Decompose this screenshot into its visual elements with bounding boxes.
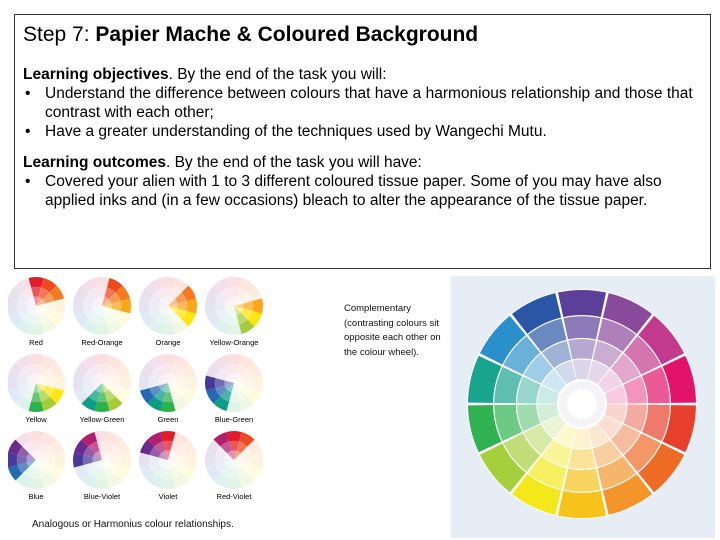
wheel-segment xyxy=(54,298,65,313)
wheel-segment xyxy=(160,277,175,288)
wheel-segment xyxy=(226,431,241,442)
wheel-segment xyxy=(94,401,109,412)
analogous-wheel xyxy=(73,277,131,335)
title-prefix: Step 7: xyxy=(23,23,96,46)
wheel-segment xyxy=(94,431,109,442)
complementary-colour-wheel xyxy=(451,276,715,538)
wheel-segment xyxy=(252,452,263,467)
wheel-segment xyxy=(139,452,150,467)
analogous-wheel xyxy=(8,431,65,489)
wheel-segment xyxy=(160,354,175,365)
wheel-segment xyxy=(73,298,84,313)
wheel-label: Yellow xyxy=(25,415,47,424)
wheel-segment xyxy=(54,375,65,390)
wheel-segment xyxy=(94,277,109,288)
wheel-segment xyxy=(139,375,150,390)
wheel-segment xyxy=(186,298,197,313)
wheel-segment xyxy=(28,478,43,489)
colour-wheel-panel xyxy=(451,276,715,538)
wheel-label: Blue-Violet xyxy=(83,492,121,501)
wheel-segment xyxy=(205,375,216,390)
wheel-segment xyxy=(28,431,43,442)
wheel-segment xyxy=(120,298,131,313)
wheel-segment xyxy=(226,354,241,365)
analogous-wheel xyxy=(139,431,197,489)
wheel-segment xyxy=(28,401,43,412)
analogous-wheel xyxy=(205,431,263,489)
wheel-segment xyxy=(226,277,241,288)
slide-title xyxy=(23,23,702,47)
wheel-segment xyxy=(94,478,109,489)
wheel-segment xyxy=(73,452,84,467)
wheel-segment xyxy=(28,354,43,365)
wheel-segment xyxy=(568,339,595,359)
wheel-segment xyxy=(226,478,241,489)
wheel-segment xyxy=(558,491,606,518)
analogous-caption: Analogous or Harmonius colour relationships. xyxy=(32,519,234,530)
analogous-wheel xyxy=(139,277,197,335)
wheel-segment xyxy=(186,375,197,390)
analogous-wheel xyxy=(8,354,65,412)
wheel-segment xyxy=(139,298,150,313)
wheel-label: Yellow-Green xyxy=(79,415,125,424)
outcome-item: • Covered your alien with 1 to 3 different coloured tissue paper. Some of you may have also applied inks and (in a few occasions) bleach to alter the appearance of the tissue paper. xyxy=(23,172,702,210)
learning-objectives xyxy=(23,65,702,141)
wheel-segment xyxy=(120,452,131,467)
wheel-segment xyxy=(160,431,175,442)
wheel-segment xyxy=(226,324,241,335)
text-panel xyxy=(14,14,711,269)
analogous-wheel xyxy=(205,354,263,412)
wheel-segment xyxy=(54,452,65,467)
analogous-wheel xyxy=(73,431,131,489)
wheel-segment xyxy=(94,324,109,335)
wheel-segment xyxy=(226,401,241,412)
wheel-segment xyxy=(28,324,43,335)
outcomes-heading: Learning outcomes xyxy=(23,154,166,171)
analogous-wheel xyxy=(8,277,65,335)
wheel-label: Red xyxy=(29,338,43,347)
wheel-segment xyxy=(186,452,197,467)
title-bold: Papier Mache & Coloured Background xyxy=(95,23,479,46)
outcomes-intro: . By the end of the task you will have: xyxy=(165,154,422,171)
wheel-segment xyxy=(252,298,263,313)
wheel-label: Red-Orange xyxy=(81,338,123,347)
wheel-segment xyxy=(73,375,84,390)
wheel-segment xyxy=(94,354,109,365)
wheel-segment xyxy=(205,452,216,467)
wheel-label: Red-Violet xyxy=(216,492,252,501)
wheel-label: Blue xyxy=(28,492,44,501)
wheel-segment xyxy=(160,478,175,489)
wheel-segment xyxy=(8,452,18,467)
objective-item: • Understand the difference between colours that have a harmonious relationship and those that contrast with each other; xyxy=(23,84,702,122)
wheel-segment xyxy=(8,375,18,390)
wheel-segment xyxy=(558,290,606,317)
wheel-label: Yellow-Orange xyxy=(209,338,259,347)
wheel-segment xyxy=(160,324,175,335)
wheel-label: Violet xyxy=(158,492,178,501)
wheel-label: Orange xyxy=(155,338,181,347)
wheel-segment xyxy=(563,316,600,339)
wheel-segment xyxy=(252,375,263,390)
wheel-segment xyxy=(160,401,175,412)
objectives-heading: Learning objectives xyxy=(23,66,169,83)
wheel-segment xyxy=(563,469,600,492)
learning-outcomes xyxy=(23,153,702,210)
wheel-label: Blue-Green xyxy=(214,415,254,424)
wheel-segment xyxy=(568,449,595,469)
wheel-segment xyxy=(120,375,131,390)
wheel-segment xyxy=(205,298,216,313)
wheel-center xyxy=(567,389,597,419)
complementary-caption: Complementary (contrasting colours sit opposite each other on the colour wheel). xyxy=(344,303,441,358)
analogous-wheel xyxy=(73,354,131,412)
analogous-wheels-grid xyxy=(8,272,286,504)
analogous-wheel xyxy=(139,354,197,412)
objective-item: • Have a greater understanding of the techniques used by Wangechi Mutu. xyxy=(23,122,702,141)
objectives-intro: . By the end of the task you will: xyxy=(168,66,387,83)
wheel-segment xyxy=(28,277,43,288)
wheel-segment xyxy=(8,298,18,313)
wheel-label: Green xyxy=(157,415,179,424)
analogous-wheel xyxy=(205,277,263,335)
